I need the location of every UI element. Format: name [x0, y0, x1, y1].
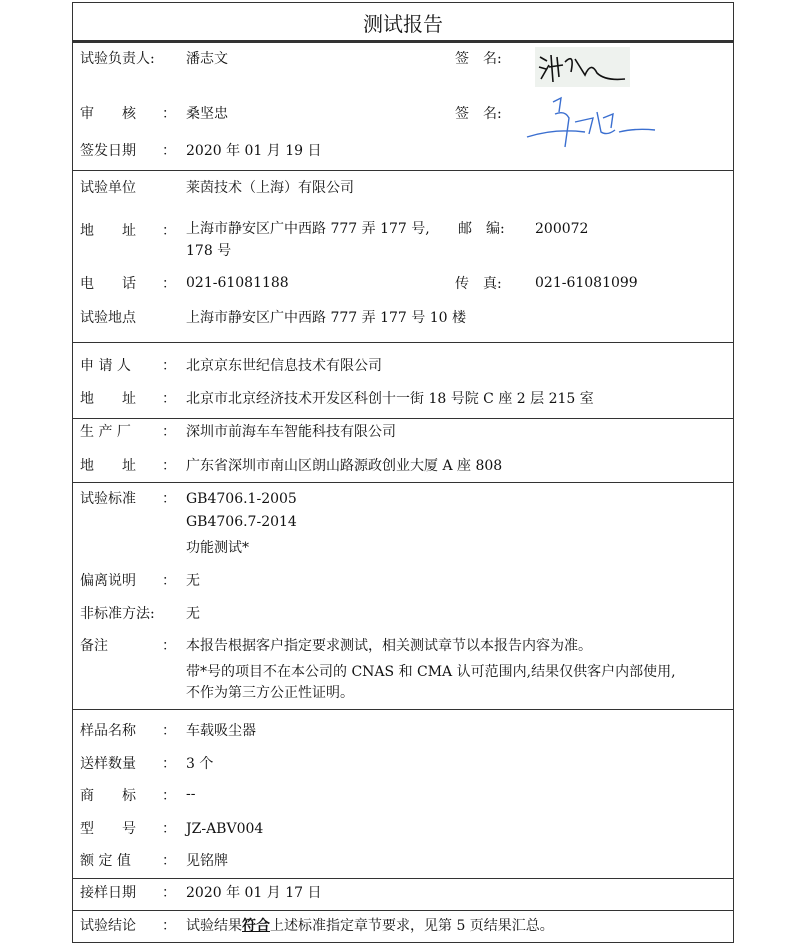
signature-image-1 [535, 47, 630, 87]
manufacturer-label: 生 产 厂 [80, 424, 131, 440]
responsible-value: 潘志文 [186, 51, 228, 67]
rating-label: 额 定 值 [80, 853, 131, 869]
phone-value: 021-61081188 [186, 275, 289, 291]
address-label: 地 址 [80, 223, 136, 239]
fax-label: 传 真: [455, 276, 502, 292]
remark-line: 本报告根据客户指定要求测试，相关测试章节以本报告内容为准。 [186, 638, 592, 654]
divider [72, 40, 734, 43]
colon: ： [162, 143, 176, 159]
signature-image-2 [525, 92, 660, 152]
phone-label: 电 话 [80, 276, 136, 292]
fax-value: 021-61081099 [535, 275, 638, 291]
colon: ： [162, 788, 176, 804]
remark-label: 备注 [80, 638, 108, 654]
colon: ： [162, 573, 176, 589]
divider [72, 910, 734, 911]
colon: ： [162, 821, 176, 837]
brand-label: 商 标 [80, 788, 136, 804]
colon: ： [162, 106, 176, 122]
responsible-label: 试验负责人: [80, 51, 155, 67]
nonstandard-value: 无 [186, 606, 200, 622]
model-value: JZ-ABV004 [186, 821, 264, 837]
issue-date-value: 2020 年 01 月 19 日 [186, 143, 322, 159]
address-line1: 上海市静安区广中西路 777 弄 177 号, [186, 221, 430, 237]
site-value: 上海市静安区广中西路 777 弄 177 号 10 楼 [186, 310, 466, 326]
manufacturer-value: 深圳市前海车车智能科技有限公司 [186, 424, 396, 440]
colon: ： [162, 853, 176, 869]
conclusion-verdict: 符合 [242, 918, 270, 934]
manufacturer-address: 广东省深圳市南山区朗山路源政创业大厦 A 座 808 [186, 458, 503, 474]
conclusion-label: 试验结论 [80, 918, 136, 934]
applicant-value: 北京京东世纪信息技术有限公司 [186, 358, 382, 374]
applicant-address-label: 地 址 [80, 391, 136, 407]
conclusion-post: 上述标准指定章节要求，见第 5 页结果汇总。 [270, 918, 554, 934]
remark-line: 不作为第三方公正性证明。 [186, 685, 354, 701]
divider [72, 482, 734, 483]
colon: ： [162, 276, 176, 292]
sample-qty: 3 个 [186, 756, 214, 772]
standard-item: 功能测试* [186, 540, 249, 556]
colon: ： [162, 638, 176, 654]
nonstandard-label: 非标准方法: [80, 606, 155, 622]
colon: ： [162, 723, 176, 739]
applicant-address: 北京市北京经济技术开发区科创十一街 18 号院 C 座 2 层 215 室 [186, 391, 594, 407]
deviation-value: 无 [186, 573, 200, 589]
sample-name: 车载吸尘器 [186, 723, 256, 739]
colon: ： [162, 424, 176, 440]
colon: ： [162, 918, 176, 934]
colon: ： [162, 391, 176, 407]
divider [72, 342, 734, 343]
model-label: 型 号 [80, 821, 136, 837]
page-title: 测试报告 [363, 12, 443, 36]
colon: ： [162, 458, 176, 474]
postcode-label: 邮 编: [458, 221, 505, 237]
deviation-label: 偏离说明 [80, 573, 136, 589]
signature-label-2: 签 名: [455, 106, 502, 122]
remark-line: 带*号的项目不在本公司的 CNAS 和 CMA 认可范围内,结果仅供客户内部使用, [186, 664, 676, 680]
standard-item: GB4706.7-2014 [186, 514, 297, 530]
colon: ： [162, 358, 176, 374]
standards-label: 试验标准 [80, 491, 136, 507]
colon: ： [162, 885, 176, 901]
applicant-label: 申 请 人 [80, 358, 131, 374]
divider [72, 878, 734, 879]
brand-value: -- [186, 786, 196, 802]
conclusion-pre: 试验结果 [186, 918, 242, 934]
signature-label: 签 名: [455, 51, 502, 67]
standard-item: GB4706.1-2005 [186, 491, 297, 507]
sample-qty-label: 送样数量 [80, 756, 136, 772]
postcode-value: 200072 [535, 221, 589, 237]
reviewer-value: 桑坚忠 [186, 106, 228, 122]
address-line2: 178 号 [186, 243, 232, 259]
sample-name-label: 样品名称 [80, 723, 136, 739]
divider [72, 709, 734, 710]
manufacturer-address-label: 地 址 [80, 458, 136, 474]
unit-label: 试验单位 [80, 180, 136, 196]
colon: ： [162, 491, 176, 507]
receive-date-label: 接样日期 [80, 885, 136, 901]
rating-value: 见铭牌 [186, 853, 228, 869]
conclusion-text [186, 917, 554, 935]
receive-date: 2020 年 01 月 17 日 [186, 885, 322, 901]
colon: ： [162, 223, 176, 239]
divider [72, 418, 734, 419]
site-label: 试验地点 [80, 310, 136, 326]
unit-value: 莱茵技术（上海）有限公司 [186, 180, 354, 196]
divider [72, 170, 734, 171]
colon: ： [162, 756, 176, 772]
reviewer-label: 审 核 [80, 106, 136, 122]
issue-date-label: 签发日期 [80, 143, 136, 159]
